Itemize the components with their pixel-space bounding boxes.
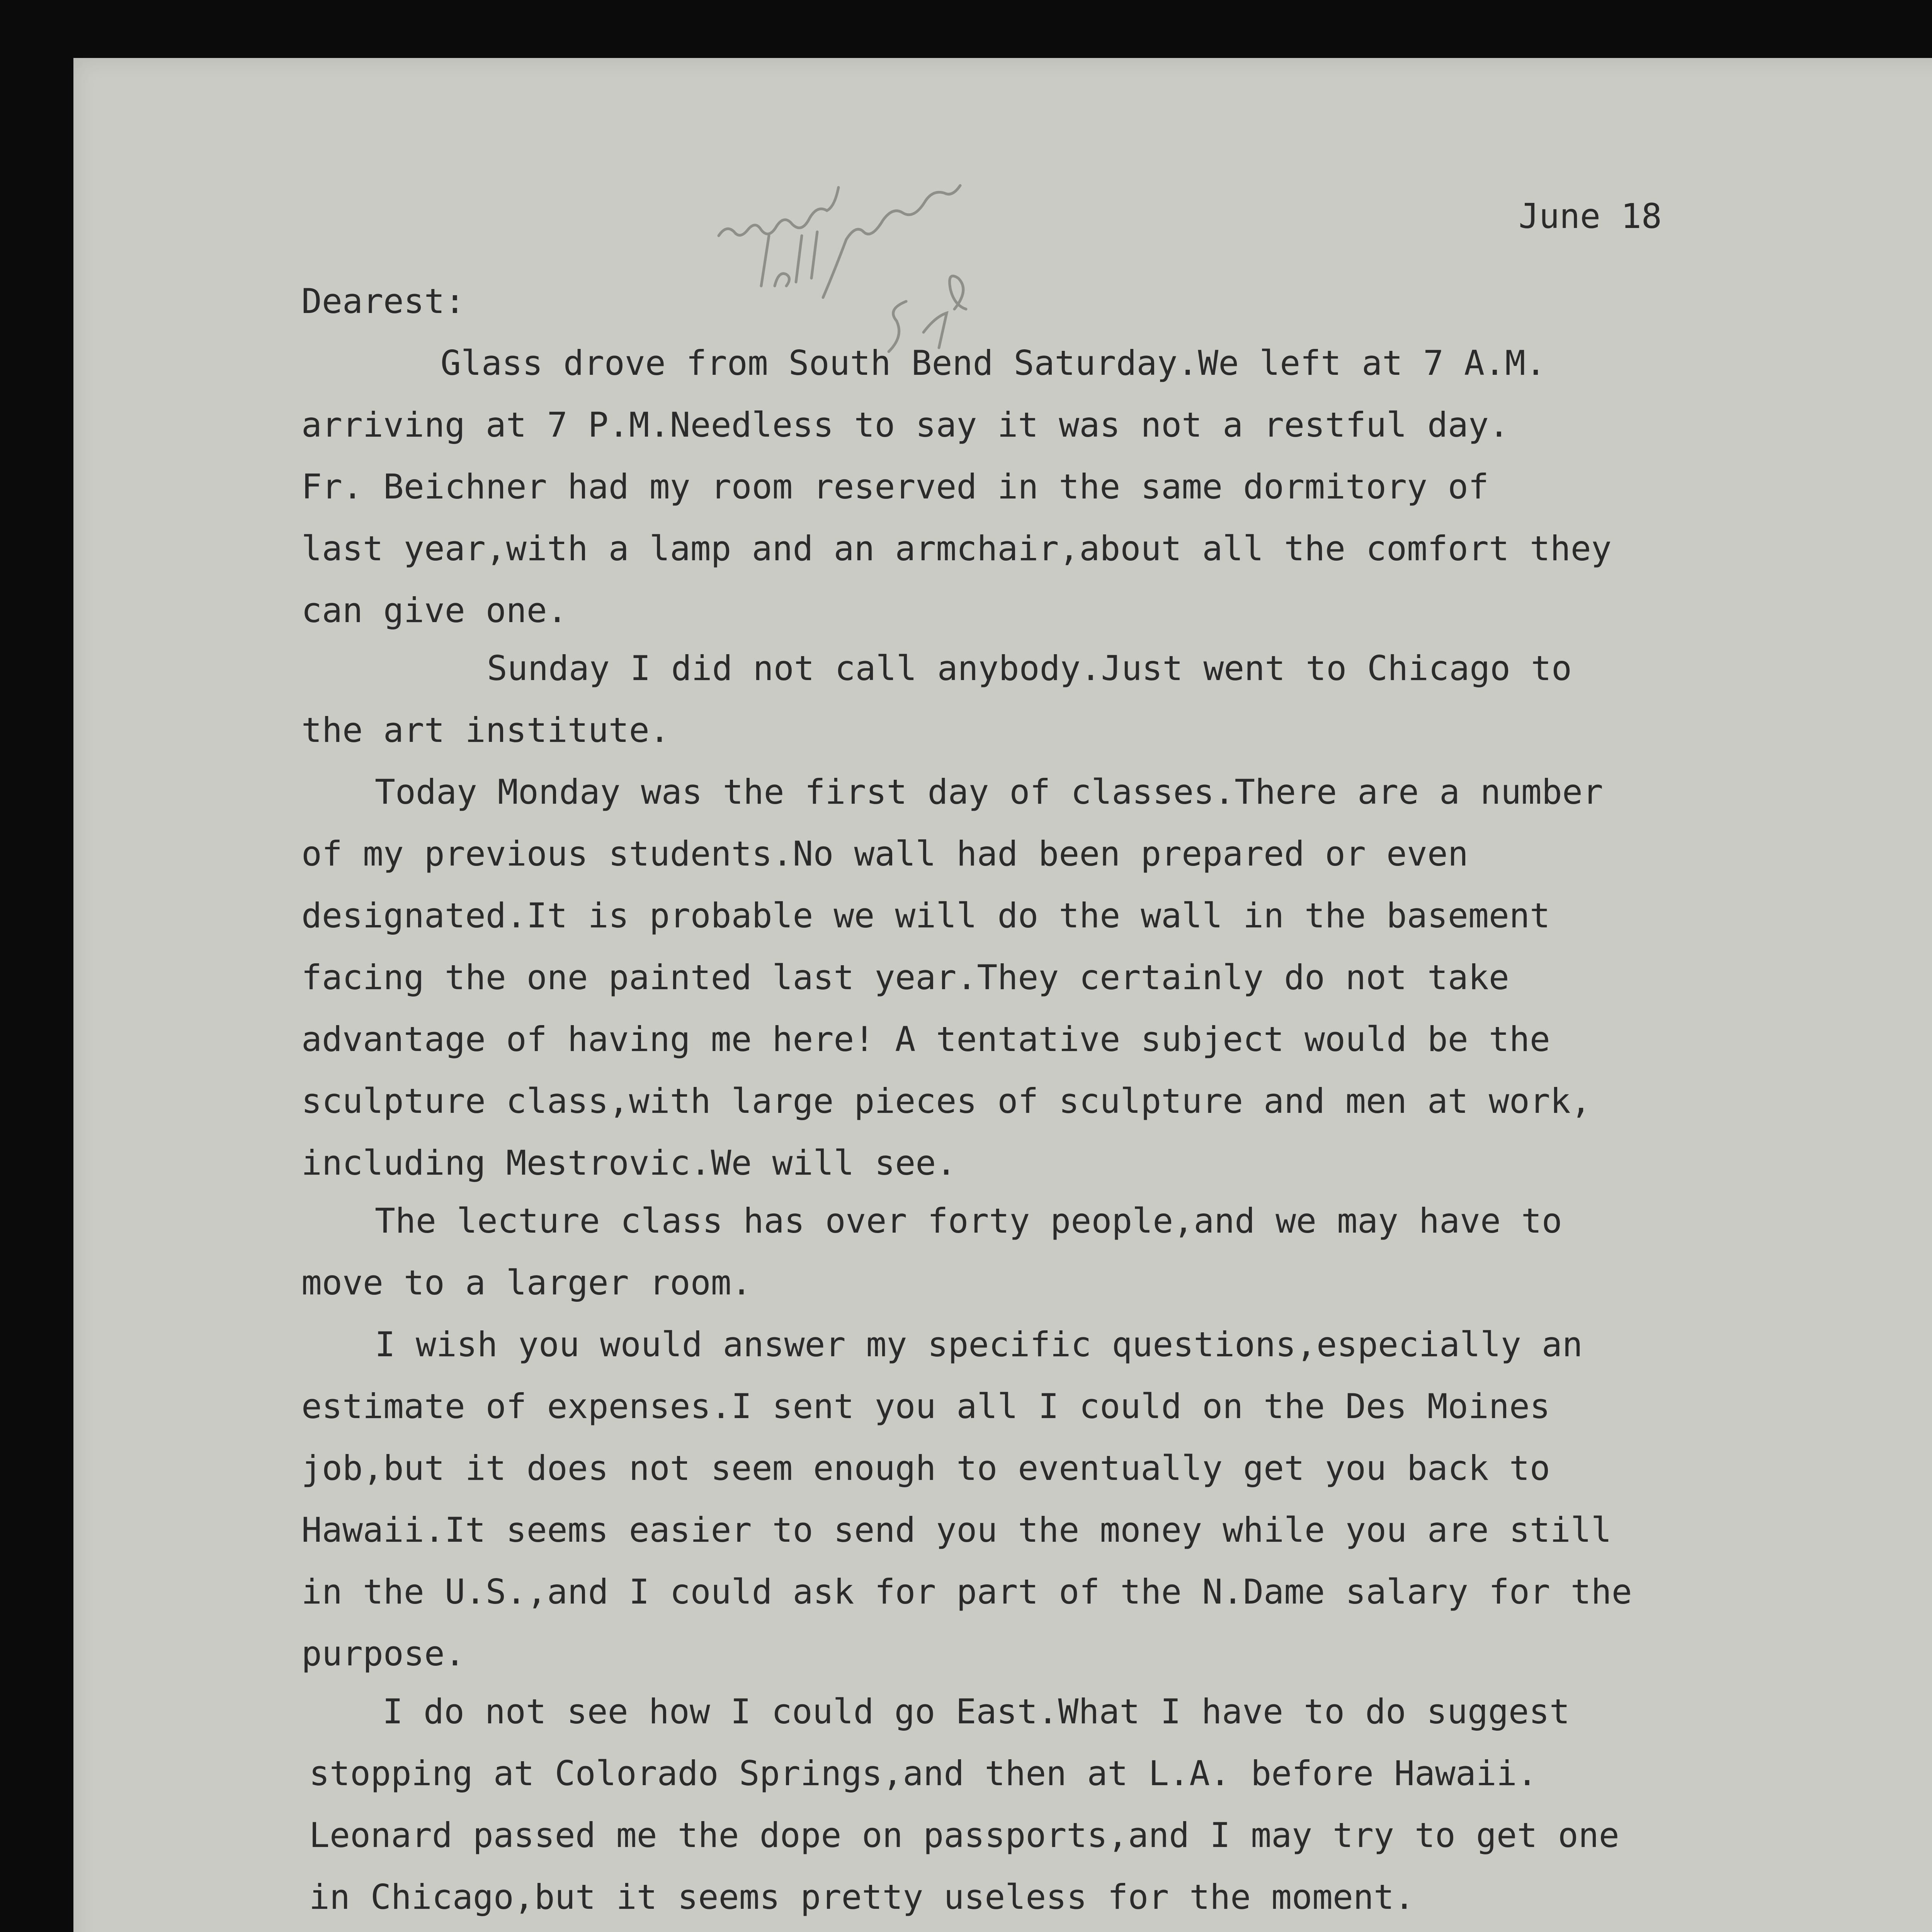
body-line: including Mestrovic.We will see.: [301, 1143, 957, 1183]
body-line: designated.It is probable we will do the wall in the basement: [301, 896, 1550, 935]
body-line: advantage of having me here! A tentative subject would be the: [301, 1019, 1550, 1059]
body-line: Sunday I did not call anybody.Just went to Chicago to: [487, 648, 1572, 688]
body-line: the art institute.: [301, 710, 670, 750]
body-line: move to a larger room.: [301, 1263, 752, 1303]
body-line: arriving at 7 P.M.Needless to say it was not a restful day.: [301, 405, 1509, 445]
body-line: stopping at Colorado Springs,and then at L.A. before Hawaii.: [309, 1753, 1537, 1793]
pencil-annotation: [707, 170, 993, 371]
body-line: Hawaii.It seems easier to send you the money while you are still: [301, 1510, 1612, 1550]
body-line: The lecture class has over forty people,and we may have to: [375, 1201, 1562, 1241]
body-line: in the U.S.,and I could ask for part of the N.Dame salary for the: [301, 1572, 1632, 1612]
body-line: estimate of expenses.I sent you all I could on the Des Moines: [301, 1386, 1550, 1426]
body-line: of my previous students.No wall had been prepared or even: [301, 834, 1468, 874]
body-line: facing the one painted last year.They certainly do not take: [301, 957, 1509, 997]
body-line: in Chicago,but it seems pretty useless for the moment.: [309, 1877, 1415, 1917]
body-line: sculpture class,with large pieces of sculpture and men at work,: [301, 1081, 1591, 1121]
body-line: job,but it does not seem enough to eventually get you back to: [301, 1448, 1550, 1488]
body-line: Today Monday was the first day of classes.There are a number: [375, 772, 1603, 812]
body-line: I do not see how I could go East.What I have to do suggest: [383, 1692, 1570, 1731]
letter-date: June 18: [1519, 196, 1662, 236]
body-line: purpose.: [301, 1634, 465, 1673]
letter-page: [73, 58, 1932, 1932]
salutation: Dearest:: [301, 281, 465, 321]
body-line: Glass drove from South Bend Saturday.We left at 7 A.M.: [440, 343, 1546, 383]
body-line: I wish you would answer my specific questions,especially an: [375, 1325, 1583, 1364]
body-line: Fr. Beichner had my room reserved in the same dormitory of: [301, 467, 1489, 507]
body-line: Leonard passed me the dope on passports,and I may try to get one: [309, 1815, 1619, 1855]
body-line: last year,with a lamp and an armchair,about all the comfort they: [301, 529, 1612, 568]
body-line: can give one.: [301, 590, 568, 630]
